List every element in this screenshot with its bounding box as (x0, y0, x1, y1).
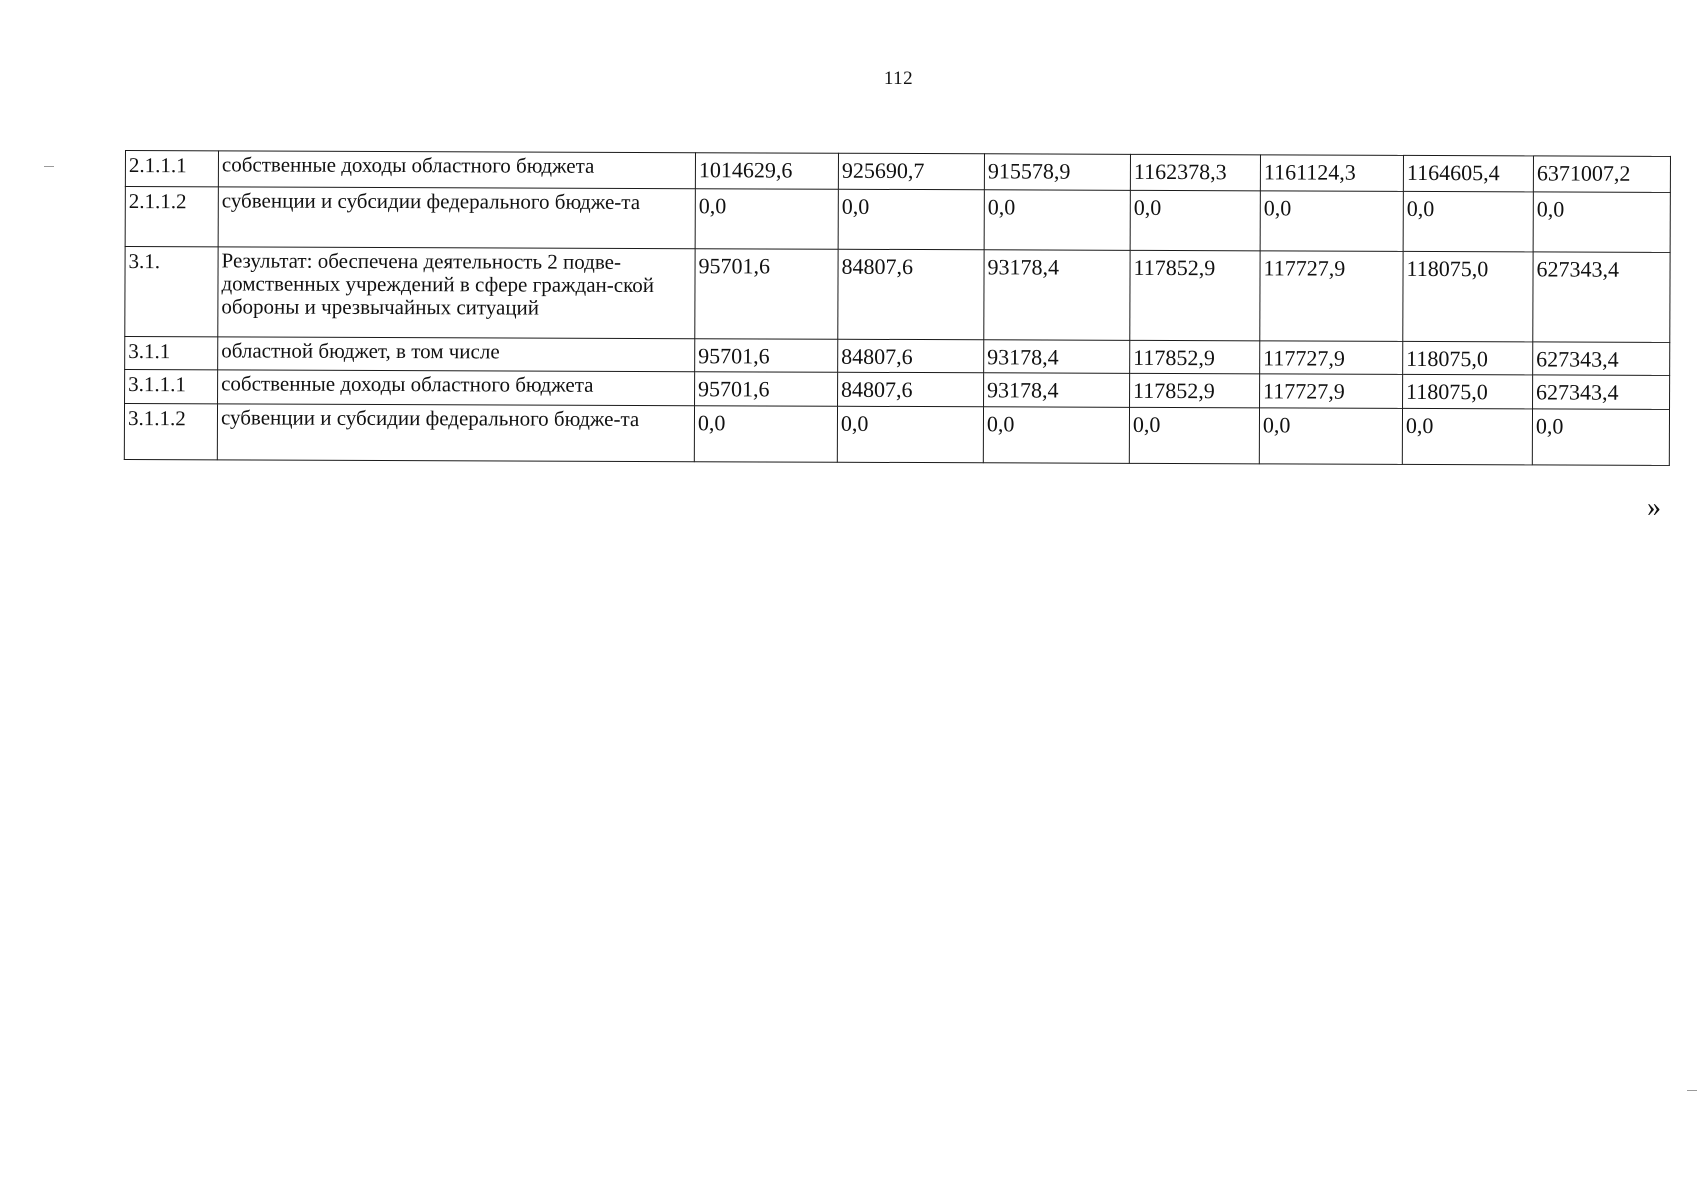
budget-table (124, 150, 1671, 466)
row-code: 2.1.1.2 (125, 187, 218, 247)
row-description: областной бюджет, в том числе (218, 337, 695, 372)
continuation-mark: » (1647, 492, 1661, 523)
value-cell: 0,0 (1532, 409, 1669, 466)
value-cell: 1162378,3 (1130, 154, 1260, 190)
value-cell: 915578,9 (984, 154, 1130, 191)
budget-table-container (124, 150, 1670, 466)
value-cell: 0,0 (1130, 190, 1260, 250)
value-cell: 117852,9 (1130, 340, 1260, 373)
value-cell: 117852,9 (1130, 250, 1260, 340)
value-cell: 925690,7 (838, 153, 984, 190)
value-cell: 118075,0 (1403, 341, 1533, 374)
value-cell: 6371007,2 (1533, 156, 1670, 193)
row-description: Результат: обеспечена деятельность 2 подве-домственных учреждений в сфере граждан-ской обороны и чрезвычайных ситуаций (218, 247, 695, 339)
value-cell: 93178,4 (984, 340, 1130, 374)
value-cell: 0,0 (837, 406, 983, 463)
value-cell: 0,0 (1259, 408, 1402, 465)
value-cell: 627343,4 (1533, 252, 1670, 343)
row-code: 3.1. (125, 247, 218, 337)
value-cell: 117852,9 (1130, 373, 1260, 407)
row-description: собственные доходы областного бюджета (218, 151, 695, 189)
scan-edge-mark (44, 166, 54, 167)
value-cell: 84807,6 (838, 372, 984, 407)
table-row (125, 187, 1670, 253)
value-cell: 95701,6 (695, 372, 838, 407)
value-cell: 95701,6 (695, 249, 838, 340)
scan-edge-mark (1687, 1090, 1697, 1091)
row-description: субвенции и субсидии федерального бюдже-та (218, 187, 695, 249)
row-description: собственные доходы областного бюджета (218, 370, 695, 406)
value-cell: 0,0 (1402, 408, 1532, 464)
value-cell: 0,0 (695, 189, 838, 250)
row-code: 3.1.1.1 (125, 370, 218, 404)
value-cell: 0,0 (1260, 191, 1403, 252)
value-cell: 0,0 (1533, 192, 1670, 253)
table-row (125, 151, 1670, 193)
value-cell: 1014629,6 (695, 153, 838, 190)
table-row (125, 247, 1670, 343)
value-cell: 1161124,3 (1260, 155, 1403, 192)
row-code: 3.1.1 (125, 337, 218, 370)
value-cell: 0,0 (983, 407, 1129, 464)
value-cell: 0,0 (694, 406, 837, 463)
row-description: субвенции и субсидии федерального бюдже-та (217, 404, 694, 462)
value-cell: 84807,6 (838, 339, 984, 373)
value-cell: 95701,6 (695, 339, 838, 373)
value-cell: 627343,4 (1533, 342, 1670, 376)
value-cell: 93178,4 (984, 373, 1130, 408)
value-cell: 93178,4 (984, 250, 1130, 341)
value-cell: 0,0 (1403, 191, 1533, 251)
value-cell: 627343,4 (1533, 375, 1670, 410)
value-cell: 84807,6 (838, 249, 984, 340)
row-code: 2.1.1.1 (125, 151, 218, 187)
value-cell: 117727,9 (1260, 251, 1403, 342)
row-code: 3.1.1.2 (124, 404, 217, 460)
value-cell: 117727,9 (1260, 341, 1403, 375)
value-cell: 118075,0 (1403, 374, 1533, 408)
table-row (124, 404, 1669, 466)
page-number: 112 (883, 68, 914, 89)
value-cell: 117727,9 (1260, 374, 1403, 409)
value-cell: 1164605,4 (1403, 155, 1533, 191)
value-cell: 0,0 (838, 189, 984, 250)
value-cell: 118075,0 (1403, 251, 1533, 341)
value-cell: 0,0 (1129, 407, 1259, 463)
value-cell: 0,0 (984, 190, 1130, 251)
